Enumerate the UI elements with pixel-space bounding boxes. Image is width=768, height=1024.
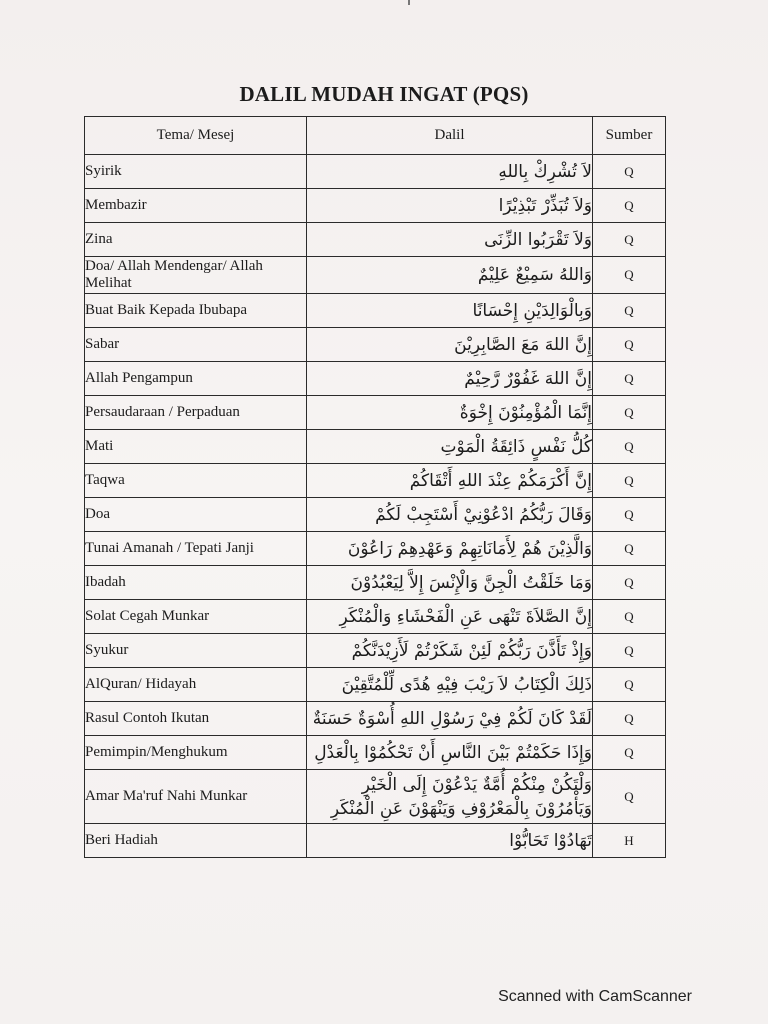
sumber-cell: Q [593, 223, 666, 257]
sumber-cell: Q [593, 396, 666, 430]
sumber-cell: Q [593, 430, 666, 464]
tema-cell: Beri Hadiah [85, 824, 307, 858]
header-tema: Tema/ Mesej [85, 117, 307, 155]
dalil-cell: لَقَدْ كَانَ لَكُمْ فِيْ رَسُوْلِ اللهِ أُسْوَةٌ حَسَنَةٌ [307, 702, 593, 736]
dalil-cell: وَالَّذِيْنَ هُمْ لِأَمَانَاتِهِمْ وَعَهْدِهِمْ رَاعُوْنَ [307, 532, 593, 566]
tema-cell: Ibadah [85, 566, 307, 600]
table-row [85, 668, 666, 702]
tema-cell: AlQuran/ Hidayah [85, 668, 307, 702]
dalil-cell: إِنَّ اللهَ غَفُوْرٌ رَّحِيْمٌ [307, 362, 593, 396]
dalil-cell: وَإِذْ تَأَذَّنَ رَبُّكُمْ لَئِنْ شَكَرْتُمْ لَأَزِيْدَنَّكُمْ [307, 634, 593, 668]
dalil-cell: لاَ تُشْرِكْ بِاللهِ [307, 155, 593, 189]
sumber-cell: Q [593, 600, 666, 634]
dalil-cell: وَمَا خَلَقْتُ الْجِنَّ وَالْإِنْسَ إِلاَّ لِيَعْبُدُوْنَ [307, 566, 593, 600]
sumber-cell: Q [593, 702, 666, 736]
tema-cell: Amar Ma'ruf Nahi Munkar [85, 770, 307, 824]
sumber-cell: Q [593, 294, 666, 328]
table-row [85, 362, 666, 396]
tema-cell: Solat Cegah Munkar [85, 600, 307, 634]
scan-speck [408, 0, 410, 5]
dalil-cell: وَاللهُ سَمِيْعٌ عَلِيْمٌ [307, 257, 593, 294]
document-title: DALIL MUDAH INGAT (PQS) [239, 82, 529, 106]
table-row [85, 702, 666, 736]
dalil-cell: وَإِذَا حَكَمْتُمْ بَيْنَ النَّاسِ أَنْ تَحْكُمُوْا بِالْعَدْلِ [307, 736, 593, 770]
table-row [85, 223, 666, 257]
table-row [85, 294, 666, 328]
table-row [85, 430, 666, 464]
header-dalil: Dalil [307, 117, 593, 155]
dalil-cell: وَقَالَ رَبُّكُمُ ادْعُوْنِيْ أَسْتَجِبْ لَكُمْ [307, 498, 593, 532]
sumber-cell: Q [593, 566, 666, 600]
dalil-cell: وَلْتَكُنْ مِنْكُمْ أُمَّةٌ يَدْعُوْنَ إِلَى الْخَيْرِ وَيَأْمُرُوْنَ بِالْمَعْرُوْفِ وَيَنْهَوْنَ عَنِ الْمُنْكَرِ [307, 770, 593, 824]
tema-cell: Doa/ Allah Mendengar/ Allah Melihat [85, 257, 307, 294]
table-row [85, 824, 666, 858]
tema-cell: Zina [85, 223, 307, 257]
dalil-cell: ذَلِكَ الْكِتَابُ لاَ رَيْبَ فِيْهِ هُدًى لِّلْمُتَّقِيْنَ [307, 668, 593, 702]
table-row [85, 736, 666, 770]
tema-cell: Membazir [85, 189, 307, 223]
sumber-cell: Q [593, 634, 666, 668]
dalil-cell: إِنَّ أَكْرَمَكُمْ عِنْدَ اللهِ أَتْقَاكُمْ [307, 464, 593, 498]
tema-cell: Doa [85, 498, 307, 532]
table-header-row [85, 117, 666, 155]
tema-cell: Mati [85, 430, 307, 464]
sumber-cell: Q [593, 189, 666, 223]
tema-cell: Rasul Contoh Ikutan [85, 702, 307, 736]
table-row [85, 328, 666, 362]
tema-cell: Tunai Amanah / Tepati Janji [85, 532, 307, 566]
sumber-cell: Q [593, 736, 666, 770]
table-row [85, 396, 666, 430]
table-row [85, 634, 666, 668]
dalil-cell: إِنَّمَا الْمُؤْمِنُوْنَ إِخْوَةٌ [307, 396, 593, 430]
sumber-cell: H [593, 824, 666, 858]
table-row [85, 770, 666, 824]
table-row [85, 498, 666, 532]
table-row [85, 566, 666, 600]
tema-cell: Syukur [85, 634, 307, 668]
dalil-cell: كُلُّ نَفْسٍ ذَائِقَةُ الْمَوْتِ [307, 430, 593, 464]
sumber-cell: Q [593, 362, 666, 396]
header-sumber: Sumber [593, 117, 666, 155]
tema-cell: Allah Pengampun [85, 362, 307, 396]
table-row [85, 464, 666, 498]
dalil-cell: وَلاَ تُبَذِّرْ تَبْذِيْرًا [307, 189, 593, 223]
table-row [85, 257, 666, 294]
tema-cell: Pemimpin/Menghukum [85, 736, 307, 770]
tema-cell: Taqwa [85, 464, 307, 498]
tema-cell: Buat Baik Kepada Ibubapa [85, 294, 307, 328]
table-row [85, 600, 666, 634]
sumber-cell: Q [593, 155, 666, 189]
camscanner-watermark: Scanned with CamScanner [498, 988, 692, 1005]
sumber-cell: Q [593, 770, 666, 824]
sumber-cell: Q [593, 498, 666, 532]
table-row [85, 189, 666, 223]
dalil-cell: إِنَّ اللهَ مَعَ الصَّابِرِيْنَ [307, 328, 593, 362]
tema-cell: Syirik [85, 155, 307, 189]
tema-cell: Sabar [85, 328, 307, 362]
sumber-cell: Q [593, 532, 666, 566]
tema-cell: Persaudaraan / Perpaduan [85, 396, 307, 430]
dalil-cell: وَبِالْوَالِدَيْنِ إِحْسَانًا [307, 294, 593, 328]
dalil-cell: وَلاَ تَقْرَبُوا الزِّنَى [307, 223, 593, 257]
sumber-cell: Q [593, 328, 666, 362]
dalil-table [84, 116, 666, 858]
sumber-cell: Q [593, 668, 666, 702]
sumber-cell: Q [593, 464, 666, 498]
dalil-cell: إِنَّ الصَّلاَةَ تَنْهَى عَنِ الْفَحْشَاءِ وَالْمُنْكَرِ [307, 600, 593, 634]
dalil-cell: تَهَادُوْا تَحَابُّوْا [307, 824, 593, 858]
sumber-cell: Q [593, 257, 666, 294]
table-row [85, 155, 666, 189]
table-row [85, 532, 666, 566]
